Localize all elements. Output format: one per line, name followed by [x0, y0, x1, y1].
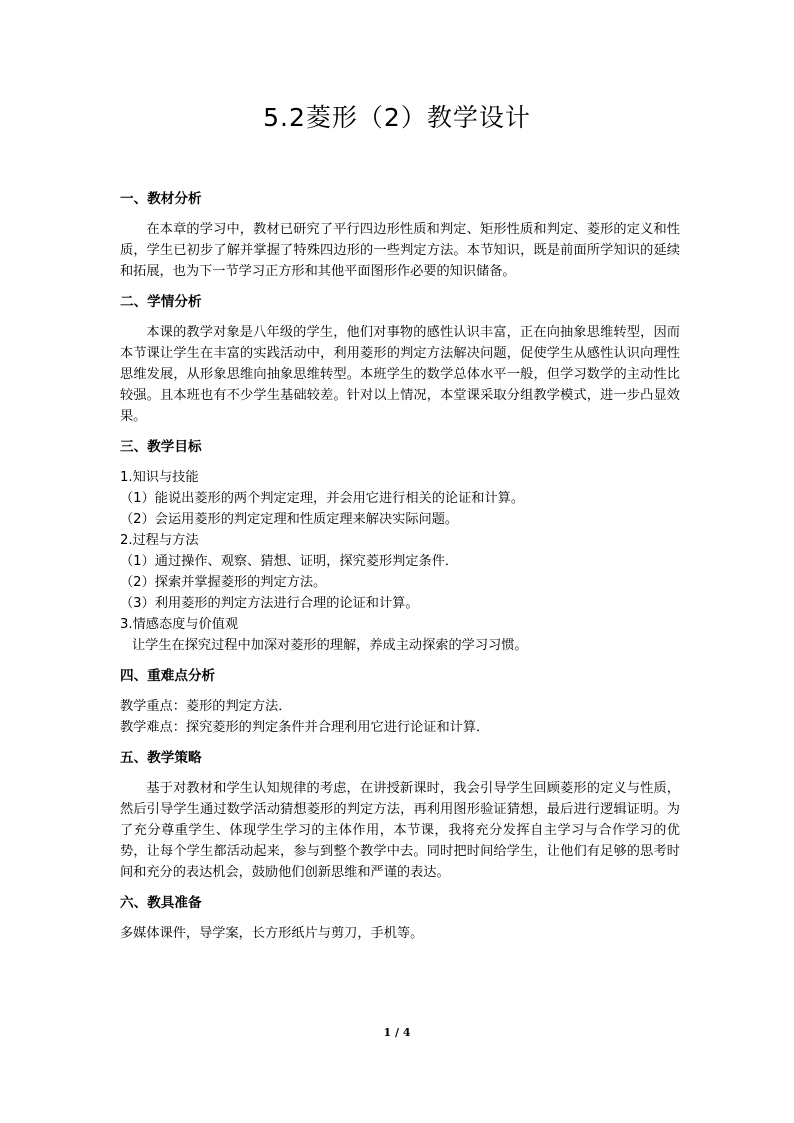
- goal-line: （1）通过操作、观察、猜想、证明，探究菱形判定条件．: [120, 554, 459, 569]
- section-teaching-strategy: [120, 747, 680, 883]
- section-heading: 五、教学策略: [120, 750, 202, 766]
- section-heading: 一、教材分析: [120, 191, 202, 207]
- section-heading: 二、学情分析: [120, 294, 202, 310]
- goal-line: 2.过程与方法: [120, 533, 199, 548]
- section-student-analysis: [120, 291, 680, 427]
- goal-line: 1.知识与技能: [120, 470, 199, 485]
- goal-line: （2）探索并掌握菱形的判定方法。: [120, 575, 327, 590]
- goal-line: （2）会运用菱形的判定定理和性质定理来解决实际问题。: [120, 512, 459, 527]
- section-teaching-goals: [120, 436, 680, 656]
- goal-line: 让学生在探究过程中加深对菱形的理解，养成主动探索的学习习惯。: [132, 638, 528, 653]
- section-heading: 三、教学目标: [120, 439, 202, 455]
- document-body: [120, 188, 680, 944]
- goal-line: （3）利用菱形的判定方法进行合理的论证和计算。: [120, 596, 419, 611]
- goal-line: 3.情感态度与价值观: [120, 617, 239, 632]
- section-paragraph: 在本章的学习中，教材已研究了平行四边形性质和判定、矩形性质和判定、菱形的定义和性质，学生已初步了解并掌握了特殊四边形的一些判定方法。本节知识，既是前面所学知识的延续和拓展，也为下一节学习正方形和其他平面图形作必要的知识储备。: [120, 222, 680, 279]
- section-paragraph: 多媒体课件，导学案，长方形纸片与剪刀，手机等。: [120, 926, 424, 941]
- section-teaching-aids: [120, 892, 680, 944]
- document-title: 5.2菱形（2）教学设计: [263, 103, 531, 132]
- section-key-points: [120, 665, 680, 738]
- goal-line: （1）能说出菱形的两个判定定理，并会用它进行相关的论证和计算。: [120, 491, 525, 506]
- section-textbook-analysis: [120, 188, 680, 282]
- difficulty-line: 教学难点：探究菱形的判定条件并合理利用它进行论证和计算．: [120, 720, 490, 735]
- key-point-line: 教学重点：菱形的判定方法．: [120, 699, 292, 714]
- section-heading: 六、教具准备: [120, 895, 202, 911]
- section-paragraph: 基于对教材和学生认知规律的考虑，在讲授新课时，我会引导学生回顾菱形的定义与性质，然后引导学生通过数学活动猜想菱形的判定方法，再利用图形验证猜想，最后进行逻辑证明。为了充分尊重学生、体现学生学习的主体作用，本节课，我将充分发挥自主学习与合作学习的优势，让每个学生都活动起来，参与到整个教学中去。同时把时间给学生，让他们有足够的思考时间和充分的表达机会，鼓励他们创新思维和严谨的表达。: [120, 781, 680, 880]
- page-number: 1 / 4: [383, 1026, 411, 1039]
- section-heading: 四、重难点分析: [120, 668, 216, 684]
- section-paragraph: 本课的教学对象是八年级的学生，他们对事物的感性认识丰富，正在向抽象思维转型，因而本节课让学生在丰富的实践活动中，利用菱形的判定方法解决问题，促使学生从感性认识向理性思维发展，从形象思维向抽象思维转型。本班学生的数学总体水平一般，但学习数学的主动性比较强。且本班也有不少学生基础较差。针对以上情况，本堂课采取分组教学模式，进一步凸显效果。: [120, 325, 680, 424]
